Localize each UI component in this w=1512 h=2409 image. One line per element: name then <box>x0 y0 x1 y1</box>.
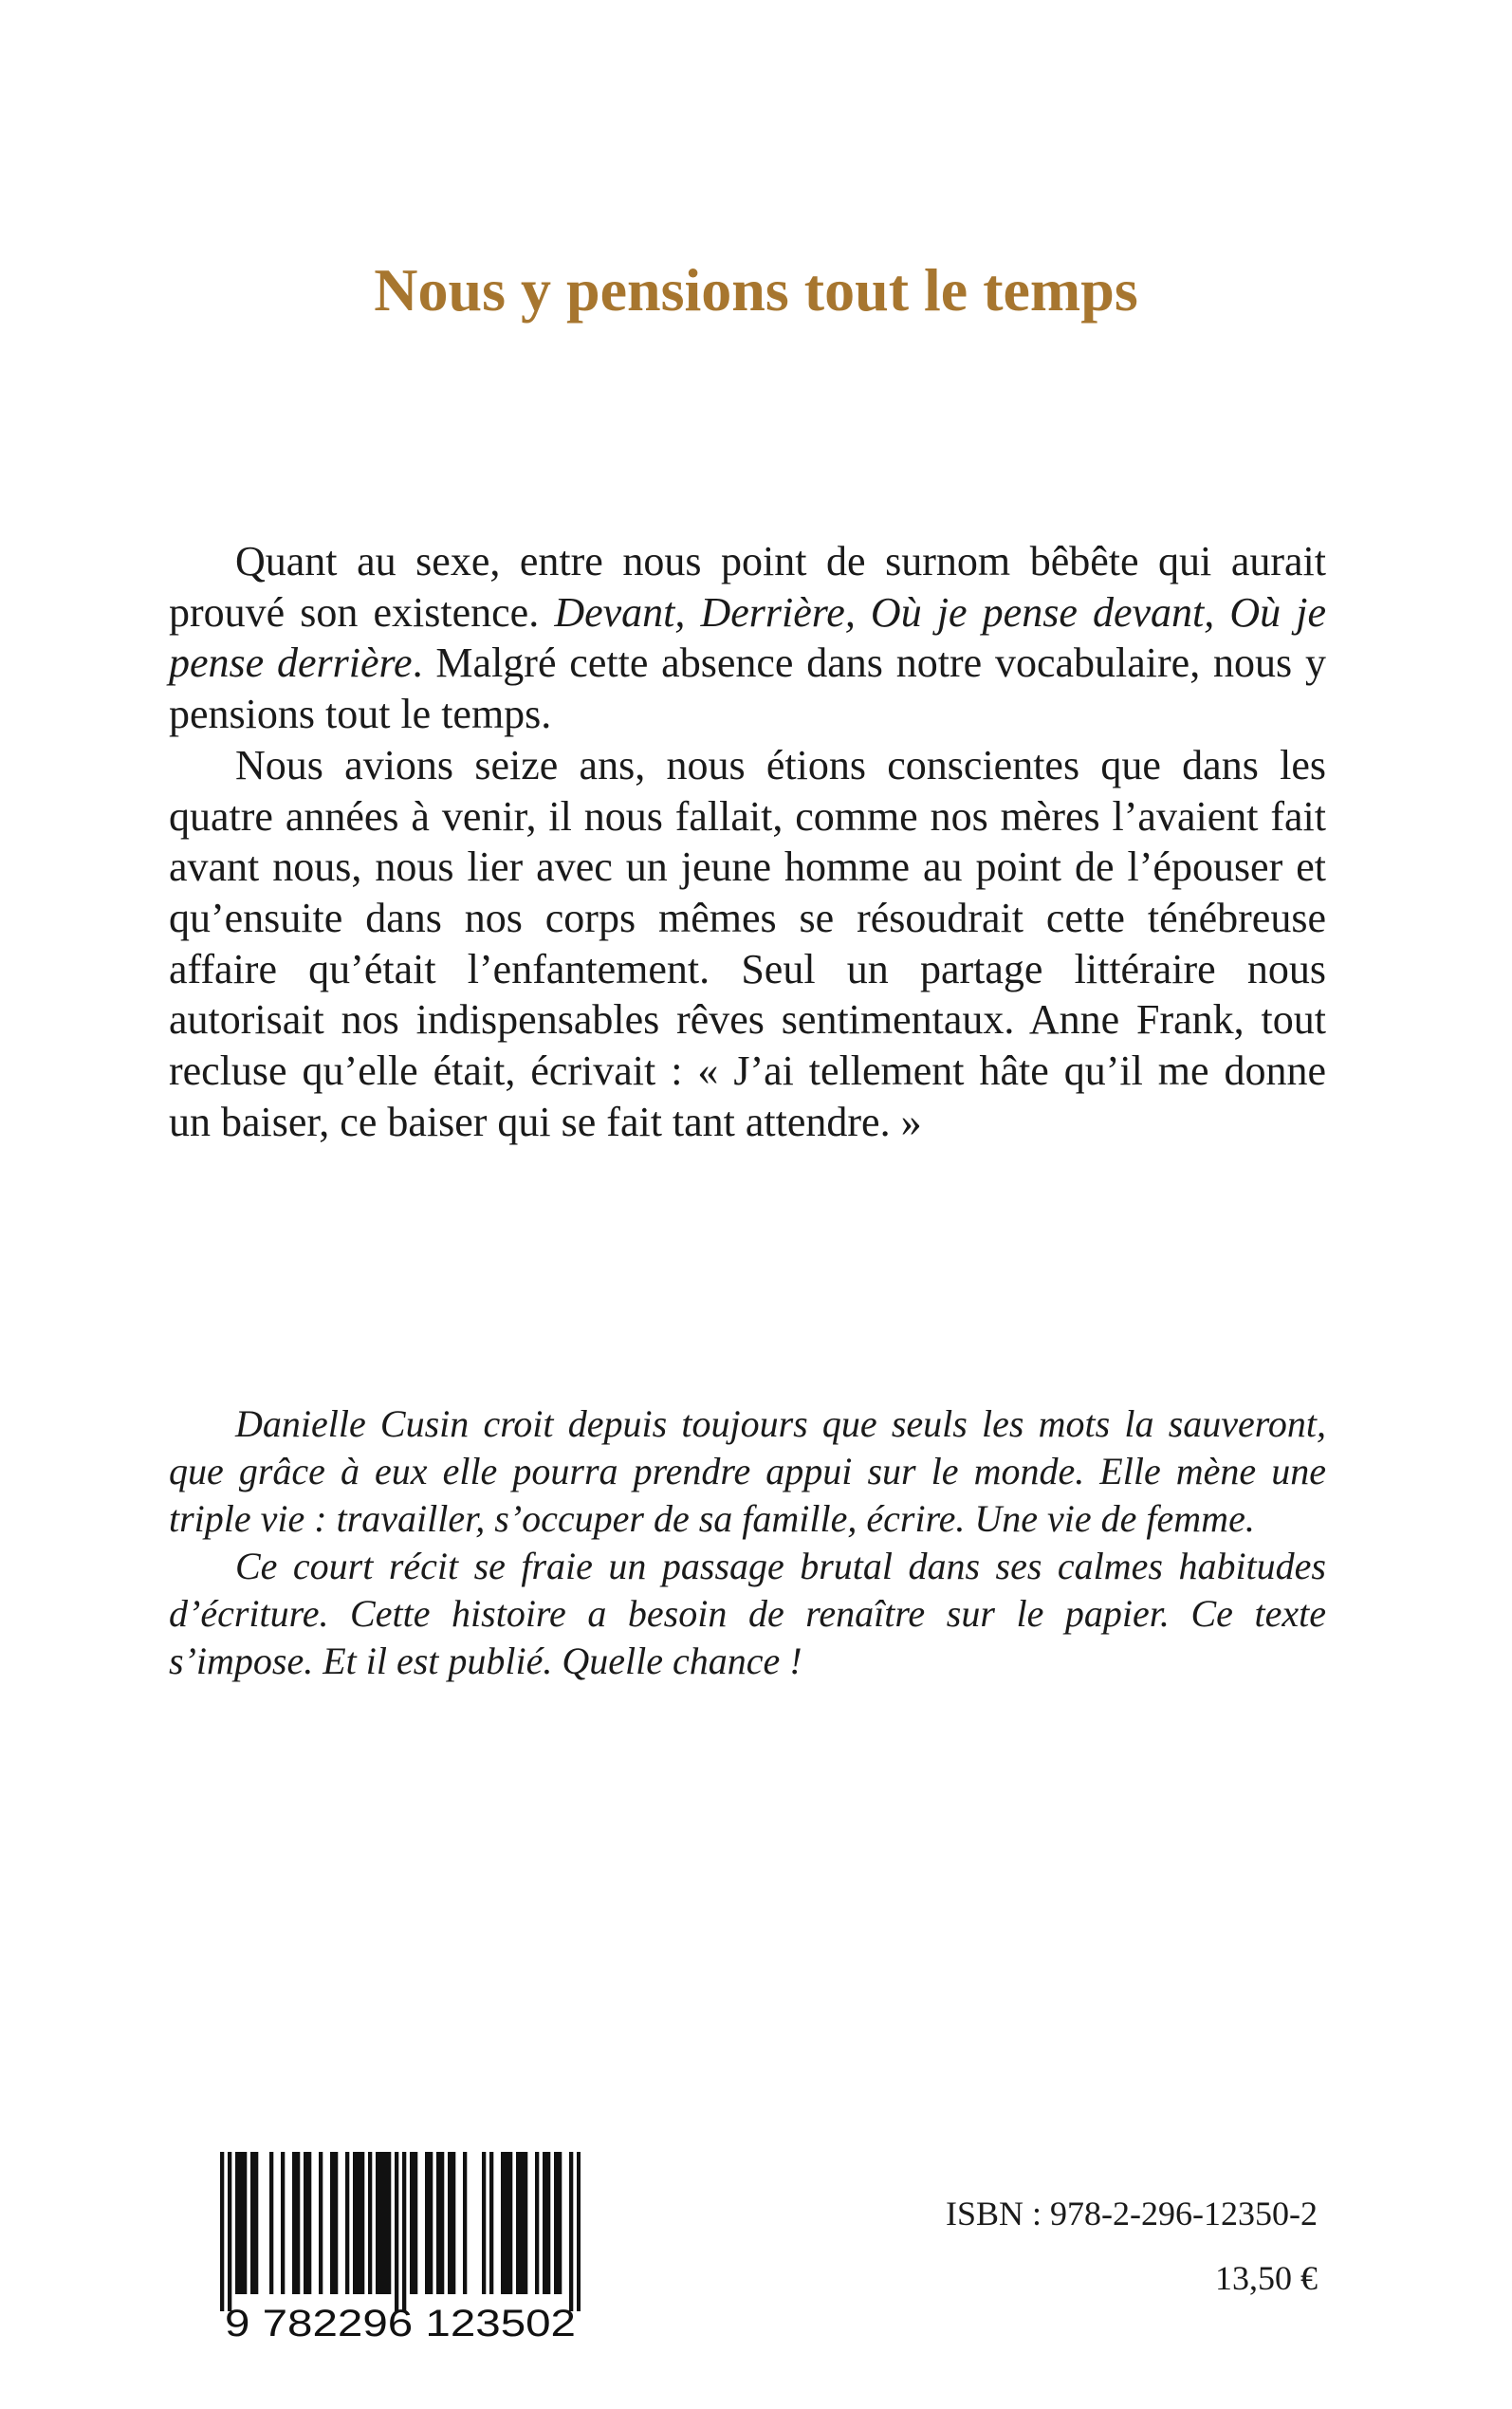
ean-barcode <box>220 2152 581 2342</box>
barcode-bar <box>235 2152 239 2294</box>
blurb-text: Quant au sexe, entre nous point de surnom bêbête qui aurait prouvé son existence. <box>169 538 1326 636</box>
barcode-bar <box>387 2152 391 2294</box>
barcode-bar <box>516 2152 520 2294</box>
barcode-bar <box>543 2152 546 2294</box>
barcode-bar <box>440 2152 444 2294</box>
barcode-bar <box>501 2152 505 2294</box>
barcode-bar <box>228 2152 231 2311</box>
barcode-bar <box>383 2152 387 2294</box>
barcode-bar <box>319 2152 323 2294</box>
barcode-bars <box>220 2152 581 2311</box>
barcode-bar <box>436 2152 440 2294</box>
author-bio <box>169 1400 1326 1685</box>
barcode-bar <box>414 2152 417 2294</box>
blurb-paragraph-2: Nous avions seize ans, nous étions conscientes que dans les quatre années à venir, il nous fallait, comme nos mères l’avaient fait avant nous, nous lier avec un jeune homme au point de l’épouser et qu’ensuite dans nos corps mêmes se résoudrait cette ténébreuse affaire qu’était l’enfantement. Seul un partage littéraire nous autorisait nos indispensables rêves sentimentaux. Anne Frank, tout recluse qu’elle était, écrivait : « J’ai tellement hâte qu’il me donne un baiser, ce baiser qui se fait tant attendre. » <box>169 741 1326 1145</box>
book-title: Nous y pensions tout le temps <box>374 256 1138 324</box>
barcode-bar <box>360 2152 364 2294</box>
barcode-bar <box>489 2152 493 2294</box>
barcode-bar <box>368 2152 372 2294</box>
barcode-bar <box>429 2152 433 2294</box>
barcode-bar <box>239 2152 243 2294</box>
barcode-bar <box>304 2152 307 2294</box>
author-paragraph-2: Ce court récit se fraie un passage brutal dans ses calmes habitudes d’écriture. Cette histoire a besoin de renaître sur le papier. Ce texte s’impose. Et il est publié. Quelle chance ! <box>169 1545 1326 1682</box>
barcode-bar <box>376 2152 379 2294</box>
back-cover-blurb <box>169 536 1326 1147</box>
barcode-bar <box>463 2152 467 2294</box>
barcode-bar <box>505 2152 508 2294</box>
barcode-bar <box>345 2152 349 2294</box>
barcode-bar <box>353 2152 357 2294</box>
barcode-bar <box>452 2152 455 2294</box>
barcode-digits: 9 782296 123502 <box>225 2303 576 2342</box>
author-paragraph-1: Danielle Cusin croit depuis toujours que seuls les mots la sauveront, que grâce à eux elle pourra prendre appui sur le monde. Elle mène une triple vie : travailler, s’occuper de sa famille, écrire. Une vie de femme. <box>169 1402 1326 1540</box>
barcode-bar <box>546 2152 550 2294</box>
barcode-bar <box>520 2152 524 2294</box>
barcode-bar <box>281 2152 285 2294</box>
barcode-bar <box>292 2152 296 2294</box>
barcode-bar <box>402 2152 406 2311</box>
blurb-paragraph-1 <box>169 536 1326 740</box>
barcode-bar <box>524 2152 527 2294</box>
blurb-text: . Malgré cette absence dans notre vocabulaire, nous y pensions tout le temps. <box>169 639 1326 738</box>
barcode-bar <box>395 2152 398 2311</box>
isbn-label: ISBN : 978-2-296-12350-2 <box>946 2195 1318 2233</box>
barcode-bar <box>425 2152 429 2294</box>
barcode-bar <box>482 2152 486 2294</box>
barcode-bar <box>330 2152 334 2294</box>
barcode-bar <box>250 2152 254 2294</box>
barcode-bar <box>410 2152 414 2294</box>
price-label: 13,50 € <box>1215 2259 1318 2297</box>
blurb-italic-phrase: Devant, Derrière, Où je pense devant, Où je pense derrière <box>169 588 1326 687</box>
barcode-bar <box>296 2152 300 2294</box>
barcode-bar <box>577 2152 581 2311</box>
barcode-bar <box>357 2152 360 2294</box>
barcode-bar <box>307 2152 311 2294</box>
barcode-bar <box>554 2152 558 2294</box>
barcode-bar <box>558 2152 562 2294</box>
barcode-bar <box>569 2152 573 2311</box>
barcode-bar <box>269 2152 273 2294</box>
barcode-bar <box>508 2152 512 2294</box>
barcode-bar <box>220 2152 224 2311</box>
barcode-bar <box>535 2152 539 2294</box>
barcode-bar <box>243 2152 247 2294</box>
barcode-bar <box>379 2152 383 2294</box>
barcode-bar <box>448 2152 452 2294</box>
barcode-bar <box>254 2152 258 2294</box>
barcode-bar <box>334 2152 338 2294</box>
